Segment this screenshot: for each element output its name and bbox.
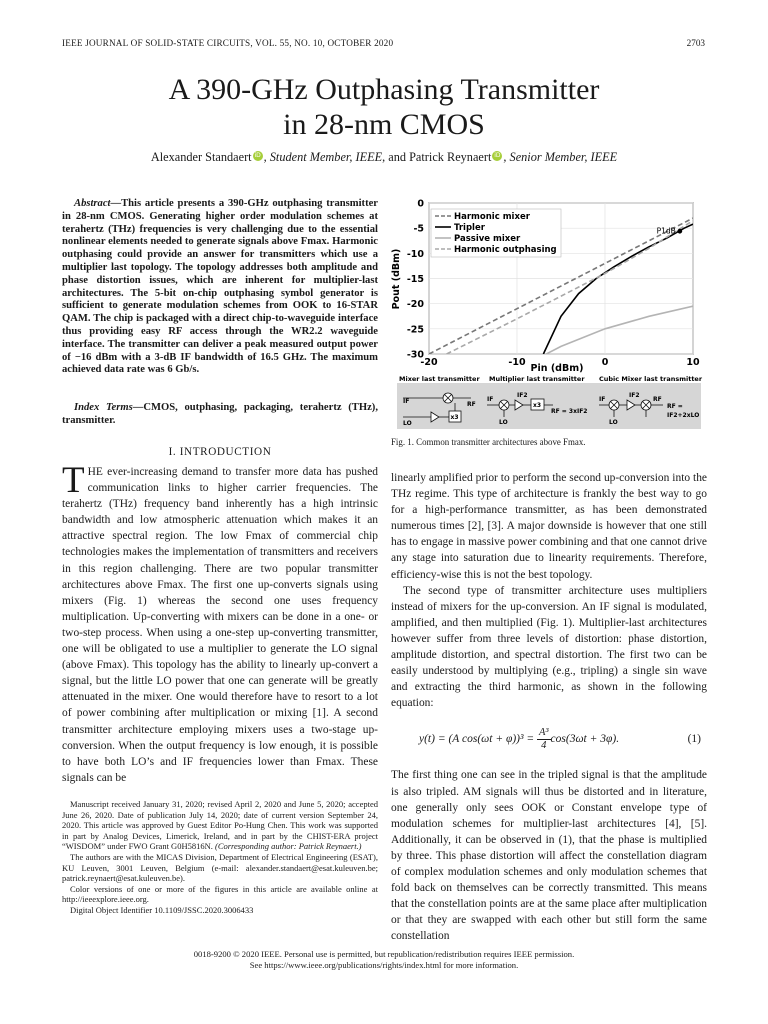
equation-lhs: y(t) = (A cos(ωt + φ))³ = bbox=[419, 733, 535, 746]
mixer-last-lo: LO bbox=[403, 420, 412, 427]
cubic-lo: LO bbox=[609, 419, 618, 426]
cubic-rf-value: IF2+2xLO bbox=[667, 412, 700, 419]
cubic-if2: IF2 bbox=[629, 392, 640, 399]
y-tick-label: -20 bbox=[406, 299, 424, 311]
p1db-marker bbox=[677, 229, 682, 234]
drop-cap: T bbox=[62, 460, 85, 501]
author-2-role: , Senior Member, IEEE bbox=[503, 150, 618, 164]
cubic-mixer-last-title: Cubic Mixer last transmitter bbox=[599, 375, 703, 383]
title-line-2: in 28-nm CMOS bbox=[283, 108, 485, 141]
section-heading: I. INTRODUCTION bbox=[168, 446, 272, 458]
y-tick-label: -15 bbox=[406, 274, 424, 285]
x-tick-label: -20 bbox=[420, 357, 438, 368]
diagram-background bbox=[397, 383, 701, 429]
footnote-color: Color versions of one or more of the figures in this article are available online at http://ieeexplore.ieee.org. bbox=[62, 883, 378, 905]
right-paragraph-3: The first thing one can see in the tripled signal is that the amplitude is also tripled. AM signals will thus be distorted and in literature, one generally only sees OOK or Constant envelope type of modulation schemes for multiplier-last architectures [4], [5]. Additionally, it can be observed in (1), that the phase is multiplied by three. This phase distortion will affect the constellation diagram of complex modulation schemes and only modulation schemes that fold back on themselves can be correctly transmitted. This means that the constellation points are at the same place after multiplication or that they are swapped with each other but still form the same constellation bbox=[391, 769, 707, 943]
figure-caption: Fig. 1. Common transmitter architectures above Fmax. bbox=[391, 437, 586, 447]
legend-entry: Harmonic outphasing bbox=[454, 245, 557, 255]
abstract-dash: — bbox=[110, 198, 122, 209]
mixer-last-if: IF bbox=[403, 398, 410, 405]
legend-entry: Passive mixer bbox=[454, 234, 521, 244]
y-tick-label: 0 bbox=[417, 198, 424, 210]
multiplier-last-if: IF bbox=[487, 396, 494, 403]
mixer-last-title: Mixer last transmitter bbox=[399, 375, 480, 383]
abstract-text: This article presents a 390-GHz outphasing transmitter in 28-nm CMOS. Generating higher order modulation schemes at terahertz (THz) frequencies is very challenging due to the essential nonlinear elements needed to generate signals above Fmax. Harmonic outphasing could provide an answer for transmitters which use a multiplier last topology. The topology addresses both amplitude and phase distortion issues, which are inherent for multiplier-last architectures. The 5-bit on-chip outphasing symbol generator is sufficient to generate modulation schemes from OOK to 16-STAR QAM. The chip is packaged with a direct chip-to-waveguide interface thus providing easy RF access through the WR2.2 waveguide interface. The transmitter can deliver a peak measured output power of −16 dBm with a 3-dB IF bandwidth of 16.5 GHz. The maximum achieved data rate was 6 Gb/s. bbox=[62, 198, 378, 376]
y-tick-label: -10 bbox=[406, 248, 424, 260]
abstract bbox=[62, 198, 378, 377]
footnote-doi: Digital Object Identifier 10.1109/JSSC.2020.3006433 bbox=[70, 904, 254, 915]
footnote-affiliation: The authors are with the MICAS Division, Department of Electrical Engineering (ESAT), KU Leuven, 3001 Leuven, Belgium (e-mail: alexander.standaert@esat.kuleuven.be; patrick.reynaert@esat.kuleuven.be). bbox=[62, 851, 378, 884]
y-tick-label: -30 bbox=[406, 349, 424, 361]
right-paragraph-1: linearly amplified prior to perform the second up-conversion into the THz regime. This type of architecture is frankly the best way to go for a high-performance transmitter, as has been demonstrated numerous times [2], [3]. A major downside is however that one still has to engage in massive power combining and that one cannot drive any stage into saturation due to linearity requirements. Therefore, efficiency-wise this is not the best topology. bbox=[391, 472, 707, 581]
multiplier-last-title: Multiplier last transmitter bbox=[489, 375, 585, 383]
equation-number: (1) bbox=[687, 733, 701, 746]
index-terms-dash: — bbox=[132, 402, 144, 413]
orcid-icon[interactable]: iD bbox=[494, 152, 501, 159]
x-tick-label: 10 bbox=[686, 357, 700, 368]
page-number: 2703 bbox=[686, 38, 705, 48]
footnote-manuscript: Manuscript received January 31, 2020; revised April 2, 2020 and June 5, 2020; accepted June 26, 2020. Date of publication July 14, 2020; date of current version September 24, 2020. This article was approved by Guest Editor Po-Hung Chen. This work was supported in part by Analog Devices, Limerick, Ireland, and in part by the CHIST-ERA project “WISDOM” under FWO Grant G0H5816N. bbox=[62, 799, 378, 852]
index-terms-label: Index Terms bbox=[74, 402, 133, 413]
index-terms bbox=[62, 402, 378, 428]
paper-title bbox=[0, 72, 768, 142]
author-2: Patrick Reynaert bbox=[409, 150, 492, 164]
cubic-rf-label: RF bbox=[653, 396, 662, 403]
legend-entry: Harmonic mixer bbox=[454, 212, 530, 222]
footnote-corresponding: (Corresponding author: Patrick Reynaert.) bbox=[214, 841, 362, 852]
author-1: Alexander Standaert bbox=[150, 150, 252, 164]
abstract-label: Abstract bbox=[74, 198, 111, 209]
journal-header: IEEE JOURNAL OF SOLID-STATE CIRCUITS, VOL. 55, NO. 10, OCTOBER 2020 bbox=[62, 38, 394, 48]
footnote bbox=[62, 799, 378, 916]
author-connector: , and bbox=[382, 150, 410, 164]
index-terms-text: CMOS, outphasing, packaging, terahertz (THz), transmitter. bbox=[62, 402, 378, 426]
orcid-icon[interactable]: iD bbox=[254, 152, 261, 159]
right-column-body bbox=[391, 470, 707, 944]
equation-1 bbox=[391, 711, 707, 767]
chart-legend bbox=[431, 209, 561, 257]
mixer-last-x3: x3 bbox=[450, 414, 459, 421]
equation-body bbox=[419, 727, 619, 752]
copyright-notice: 0018-9200 © 2020 IEEE. Personal use is permitted, but republication/redistribution requires IEEE permission. See https://www.ieee.org/publications/rights/index.html for more information. bbox=[193, 949, 575, 970]
right-paragraph-2: The second type of transmitter architecture uses multipliers instead of mixers for the up-conversion. An IF signal is modulated, amplified, and then multiplied (Fig. 1). Multiplier-last architectures however suffer from three levels of distortion: phase distortion, amplitude distortion, and spectral distortion. The first two can be easily understood by multiplying (e.g., tripling) a single sin wave and extracting the third harmonic, as shown in the following equation: bbox=[391, 584, 707, 710]
legend-entry: Tripler bbox=[454, 223, 485, 233]
equation-rhs: cos(3ωt + 3φ). bbox=[550, 733, 620, 746]
figure-1 bbox=[391, 195, 711, 431]
mixer-last-rf: RF bbox=[467, 401, 476, 408]
fraction-denominator: 4 bbox=[541, 739, 547, 751]
y-tick-label: -5 bbox=[413, 223, 424, 235]
y-axis-label: Pout (dBm) bbox=[391, 248, 402, 310]
left-column-body bbox=[62, 460, 378, 786]
multiplier-last-x3: x3 bbox=[533, 402, 542, 409]
title-line-1: A 390-GHz Outphasing Transmitter bbox=[168, 73, 600, 106]
x-tick-label: 0 bbox=[601, 357, 609, 368]
cubic-rf-eq: RF = bbox=[667, 403, 683, 410]
x-axis-label: Pin (dBm) bbox=[530, 363, 584, 374]
multiplier-last-if2: IF2 bbox=[517, 392, 528, 399]
p1db-annotation: P1dB bbox=[656, 226, 676, 236]
fraction-numerator: A³ bbox=[538, 726, 549, 738]
intro-paragraph-1: HE ever-increasing demand to transfer more data has pushed communication links to higher carrier frequencies. The terahertz (THz) frequency band inherently has a high intrinsic bandwidth and low atmospheric attenuation which makes it an attractive spectral region. The low Fmax of commercial chip technologies makes the implementation of transmitters and receivers in this region challenging. There are two popular transmitter architectures above Fmax. The first one up-converts signals using mixers (Fig. 1) whereas the second one uses frequency multiplication. Up-converting with mixers can be done in a one- or two-step process. When using a one-step up-converting transmitter, one will be obligated to use a multiplier to generate the LO signal (above Fmax). This topology has the ability to linearly up-convert a signal, but the little LO power that one can generate will be greatly attenuated in the mixer. One would therefore have to resort to a lot of power combining after multiplication or mixing [1]. A second transmitter architecture employing mixers uses a two-stage up-conversion. When the output frequency is low enough, it is possible to have both LO’s and IF frequencies lower than Fmax. These signals can be bbox=[62, 466, 378, 784]
author-1-role: , Student Member, IEEE bbox=[263, 150, 383, 164]
x-tick-label: -10 bbox=[508, 357, 526, 368]
equation-fraction bbox=[537, 727, 551, 752]
author-line bbox=[0, 150, 768, 165]
architecture-diagrams bbox=[397, 375, 703, 429]
cubic-if: IF bbox=[599, 396, 606, 403]
multiplier-last-rf: RF = 3xIF2 bbox=[551, 408, 588, 415]
y-tick-label: -25 bbox=[406, 324, 424, 336]
multiplier-last-lo: LO bbox=[499, 419, 508, 426]
